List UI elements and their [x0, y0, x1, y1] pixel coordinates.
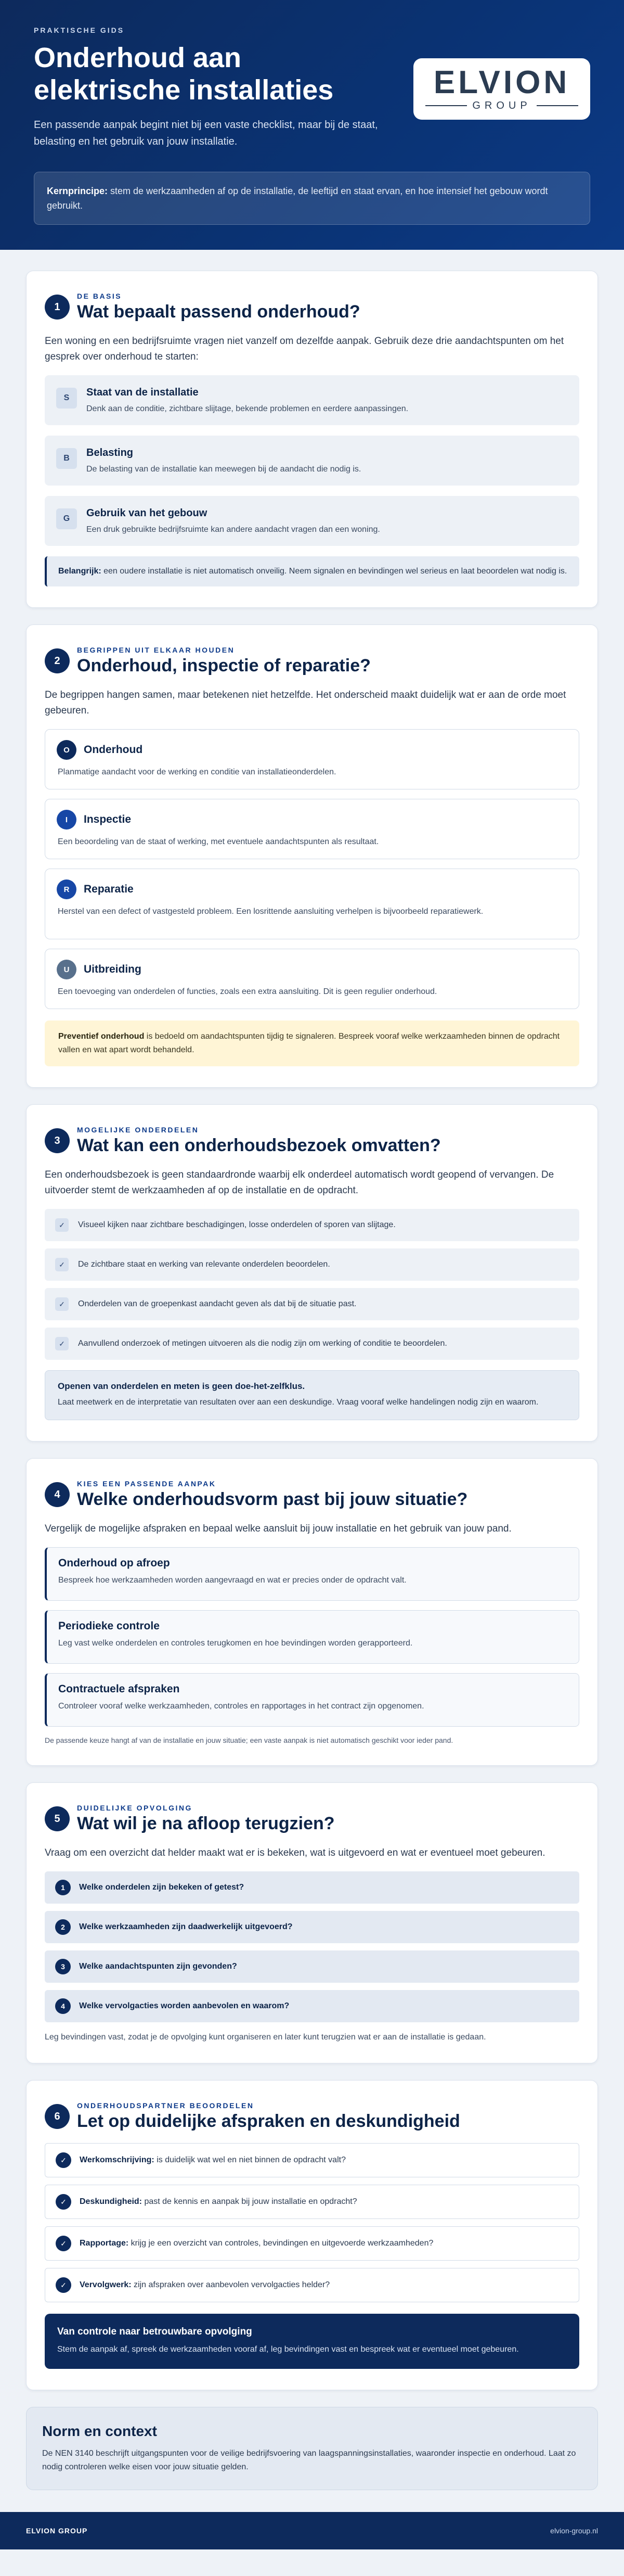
checklist-item	[45, 1288, 579, 1320]
term-desc: Herstel van een defect of vastgesteld probleem. Een losrittende aansluiting verhelpen is bijvoorbeeld reparatiewerk.	[58, 907, 484, 916]
check-icon: ✓	[55, 1337, 69, 1350]
criteria-text	[80, 2239, 433, 2248]
checklist-item	[45, 1328, 579, 1360]
section-3-card	[26, 1104, 598, 1442]
factor-title: Staat van de installatie	[86, 387, 199, 398]
info-title: Openen van onderdelen en meten is geen doe-het-zelfklus.	[58, 1381, 305, 1391]
question-text: Welke werkzaamheden zijn daadwerkelijk uitgevoerd?	[79, 1922, 293, 1931]
logo-wordmark: ELVION	[433, 64, 570, 100]
letter-badge: B	[56, 448, 77, 469]
criteria-label: Vervolgwerk:	[80, 2280, 132, 2289]
criteria-label: Deskundigheid:	[80, 2197, 142, 2206]
diy-warning-box	[45, 1370, 579, 1420]
question-text: Welke vervolgacties worden aanbevolen en waarom?	[79, 2001, 290, 2010]
section-kicker: ONDERHOUDSPARTNER BEOORDELEN	[77, 2101, 254, 2110]
section-number: 5	[45, 1806, 70, 1831]
criteria-item	[45, 2185, 579, 2219]
note-label: Belangrijk:	[58, 567, 101, 576]
section-title: Wat bepaalt passend onderhoud?	[77, 302, 360, 322]
letter-badge: G	[56, 508, 77, 529]
check-icon: ✓	[55, 1218, 69, 1232]
term-title: Uitbreiding	[84, 963, 141, 975]
criteria-text	[80, 2197, 357, 2207]
section-title: Let op duidelijke afspraken en deskundigheid	[77, 2111, 460, 2131]
factor-item	[45, 496, 579, 546]
question-item	[45, 1990, 579, 2022]
term-item	[45, 949, 579, 1009]
section-1-card	[26, 271, 598, 608]
hero-header	[0, 0, 624, 250]
question-text: Welke aandachtspunten zijn gevonden?	[79, 1962, 237, 1971]
term-letter-badge: R	[57, 879, 76, 899]
checklist-text: Visueel kijken naar zichtbare beschadigingen, losse onderdelen of sporen van slijtage.	[78, 1220, 396, 1229]
factor-desc: De belasting van de installatie kan meewegen bij de aandacht die nodig is.	[86, 465, 361, 474]
term-letter-badge: I	[57, 810, 76, 830]
checklist-item	[45, 1248, 579, 1281]
section-title: Wat kan een onderhoudsbezoek omvatten?	[77, 1136, 441, 1155]
section-kicker: BEGRIPPEN UIT ELKAAR HOUDEN	[77, 646, 235, 654]
factor-item	[45, 375, 579, 425]
question-text: Welke onderdelen zijn bekeken of getest?	[79, 1883, 244, 1892]
checklist-text: De zichtbare staat en werking van relevante onderdelen beoordelen.	[78, 1260, 330, 1269]
page-title-line-1: Onderhoud aan	[34, 42, 242, 73]
criteria-label: Werkomschrijving:	[80, 2156, 154, 2164]
term-item	[45, 869, 579, 939]
maintenance-option	[45, 1547, 579, 1601]
section-6-card	[26, 2080, 598, 2390]
criteria-text	[80, 2156, 346, 2165]
section-kicker: DUIDELIJKE OPVOLGING	[77, 1804, 192, 1812]
section-footnote: De passende keuze hangt af van de installatie en jouw situatie; een vaste aanpak is niet automatisch geschikt voor ieder pand.	[45, 1736, 453, 1744]
section-kicker: MOGELIJKE ONDERDELEN	[77, 1126, 199, 1134]
footer-website-link[interactable]: elvion-group.nl	[550, 2527, 598, 2535]
option-title: Periodieke controle	[58, 1620, 160, 1632]
criteria-item	[45, 2143, 579, 2177]
page-footer	[0, 2512, 624, 2549]
checklist-text: Onderdelen van de groepenkast aandacht geven als dat bij de situatie past.	[78, 1299, 357, 1308]
factor-item	[45, 436, 579, 486]
question-number: 1	[55, 1880, 71, 1895]
question-number: 4	[55, 1998, 71, 2014]
term-item	[45, 729, 579, 789]
footer-brand: ELVION GROUP	[26, 2527, 88, 2535]
section-number: 6	[45, 2104, 70, 2129]
question-item	[45, 1871, 579, 1904]
section-number: 1	[45, 295, 70, 320]
check-icon: ✓	[55, 1258, 69, 1271]
section-intro: Een onderhoudsbezoek is geen standaardronde waarbij elk onderdeel automatisch wordt geopend of vervangen. De uitvoerder stemt de werkzaamheden af op de installatie en de opdracht.	[45, 1169, 554, 1196]
section-kicker: DE BASIS	[77, 292, 122, 300]
question-item	[45, 1911, 579, 1943]
callout-title: Van controle naar betrouwbare opvolging	[57, 2326, 252, 2337]
section-intro: De begrippen hangen samen, maar betekenen niet hetzelfde. Het onderscheid maakt duidelijk wat er aan de orde moet gebeuren.	[45, 690, 566, 716]
question-item	[45, 1950, 579, 1983]
question-number: 3	[55, 1959, 71, 1974]
logo-rule-right	[537, 105, 578, 106]
term-desc: Een toevoeging van onderdelen of functies, zoals een extra aansluiting. Dit is geen regulier onderhoud.	[58, 987, 437, 996]
option-desc: Controleer vooraf welke werkzaamheden, controles en rapportages in het contract zijn opgenomen.	[58, 1702, 424, 1711]
term-item	[45, 799, 579, 859]
term-desc: Planmatige aandacht voor de werking en conditie van installatieonderdelen.	[58, 768, 336, 776]
maintenance-option	[45, 1673, 579, 1727]
section-title: Wat wil je na afloop terugzien?	[77, 1814, 335, 1833]
section-2-card	[26, 624, 598, 1088]
criteria-desc: krijg je een overzicht van controles, bevindingen en uitgevoerde werkzaamheden?	[128, 2239, 434, 2248]
section-number: 3	[45, 1128, 70, 1153]
hero-note-label: Kernprincipe:	[47, 186, 108, 196]
norm-title: Norm en context	[42, 2423, 157, 2439]
logo-rule-left	[425, 105, 467, 106]
criteria-desc: is duidelijk wat wel en niet binnen de opdracht valt?	[154, 2156, 346, 2164]
important-note	[45, 556, 579, 586]
criteria-desc: past de kennis en aanpak bij jouw installatie en opdracht?	[142, 2197, 357, 2206]
check-icon: ✓	[56, 2277, 71, 2293]
checklist-text: Aanvullend onderzoek of metingen uitvoeren als die nodig zijn om werking of conditie te beoordelen.	[78, 1339, 447, 1348]
section-title: Welke onderhoudsvorm past bij jouw situatie?	[77, 1489, 468, 1509]
section-number: 4	[45, 1482, 70, 1507]
option-desc: Leg vast welke onderdelen en controles terugkomen en hoe bevindingen worden gerapporteerd.	[58, 1639, 413, 1648]
section-number: 2	[45, 648, 70, 673]
check-icon: ✓	[55, 1297, 69, 1311]
option-title: Contractuele afspraken	[58, 1683, 180, 1695]
maintenance-option	[45, 1610, 579, 1664]
page-title	[34, 42, 398, 106]
norm-text: De NEN 3140 beschrijft uitgangspunten voor de veilige bedrijfsvoering van laagspanningsinstallaties, waaronder inspectie en onderhoud. Laat zo nodig controleren welke eisen voor jouw situatie gelden.	[42, 2449, 576, 2471]
criteria-text	[80, 2280, 330, 2290]
factor-title: Gebruik van het gebouw	[86, 507, 207, 519]
info-text: Laat meetwerk en de interpretatie van resultaten over aan een deskundige. Vraag vooraf welke handelingen nodig zijn en waarom.	[58, 1398, 539, 1407]
summary-callout	[45, 2314, 579, 2369]
note-text: is bedoeld om aandachtspunten tijdig te signaleren. Bespreek vooraf welke werkzaamheden binnen de opdracht vallen en wat apart wordt behandeld.	[58, 1032, 560, 1054]
hero-subtitle: Een passende aanpak begint niet bij een vaste checklist, maar bij de staat, belasting en het gebruik van jouw installatie.	[34, 119, 378, 147]
term-title: Onderhoud	[84, 744, 143, 756]
section-title: Onderhoud, inspectie of reparatie?	[77, 656, 371, 675]
letter-badge: S	[56, 388, 77, 409]
preventive-note	[45, 1021, 579, 1066]
section-intro: Vraag om een overzicht dat helder maakt wat er is bekeken, wat is uitgevoerd en wat er eventueel moet gebeuren.	[45, 1847, 545, 1858]
option-desc: Bespreek hoe werkzaamheden worden aangevraagd en wat er precies onder de opdracht valt.	[58, 1576, 407, 1585]
check-icon: ✓	[56, 2194, 71, 2210]
callout-text: Stem de aanpak af, spreek de werkzaamheden vooraf af, leg bevindingen vast en bespreek wat er eventueel moet gebeuren.	[57, 2345, 519, 2354]
norm-context-card	[26, 2407, 598, 2490]
question-number: 2	[55, 1919, 71, 1935]
factor-desc: Denk aan de conditie, zichtbare slijtage, bekende problemen en eerdere aanpassingen.	[86, 404, 409, 413]
term-title: Inspectie	[84, 813, 132, 825]
hero-key-principle	[34, 172, 590, 225]
section-4-card	[26, 1458, 598, 1766]
page-title-line-2: elektrische installaties	[34, 74, 334, 106]
section-kicker: KIES EEN PASSENDE AANPAK	[77, 1480, 216, 1488]
criteria-item	[45, 2226, 579, 2261]
term-title: Reparatie	[84, 883, 134, 895]
criteria-label: Rapportage:	[80, 2239, 129, 2248]
criteria-desc: zijn afspraken over aanbevolen vervolgacties helder?	[131, 2280, 330, 2289]
main-content	[0, 250, 624, 2512]
note-text: een oudere installatie is niet automatisch onveilig. Neem signalen en bevindingen wel serieus en laat beoordelen wat nodig is.	[101, 567, 567, 576]
logo-subtext: GROUP	[472, 99, 531, 111]
factor-desc: Een druk gebruikte bedrijfsruimte kan andere aandacht vragen dan een woning.	[86, 525, 380, 534]
term-desc: Een beoordeling van de staat of werking, met eventuele aandachtspunten als resultaat.	[58, 837, 379, 846]
section-footnote: Leg bevindingen vast, zodat je de opvolging kunt organiseren en later kunt terugzien wat er aan de installatie is gedaan.	[45, 2033, 486, 2042]
check-icon: ✓	[56, 2152, 71, 2168]
hero-eyebrow: PRAKTISCHE GIDS	[34, 26, 125, 34]
section-intro: Een woning en een bedrijfsruimte vragen niet vanzelf om dezelfde aanpak. Gebruik deze drie aandachtspunten om het gesprek over onderhoud te starten:	[45, 336, 564, 362]
option-title: Onderhoud op afroep	[58, 1557, 170, 1569]
term-letter-badge: U	[57, 960, 76, 979]
elvion-logo	[413, 58, 590, 120]
hero-note-text: stem de werkzaamheden af op de installatie, de leeftijd en staat ervan, en hoe intensief het gebouw wordt gebruikt.	[47, 186, 548, 211]
criteria-item	[45, 2268, 579, 2302]
factor-title: Belasting	[86, 447, 134, 458]
section-5-card	[26, 1782, 598, 2063]
check-icon: ✓	[56, 2236, 71, 2251]
term-letter-badge: O	[57, 740, 76, 760]
section-intro: Vergelijk de mogelijke afspraken en bepaal welke aansluit bij jouw installatie en het gebruik van jouw pand.	[45, 1523, 512, 1534]
note-label: Preventief onderhoud	[58, 1032, 145, 1041]
checklist-item	[45, 1209, 579, 1241]
